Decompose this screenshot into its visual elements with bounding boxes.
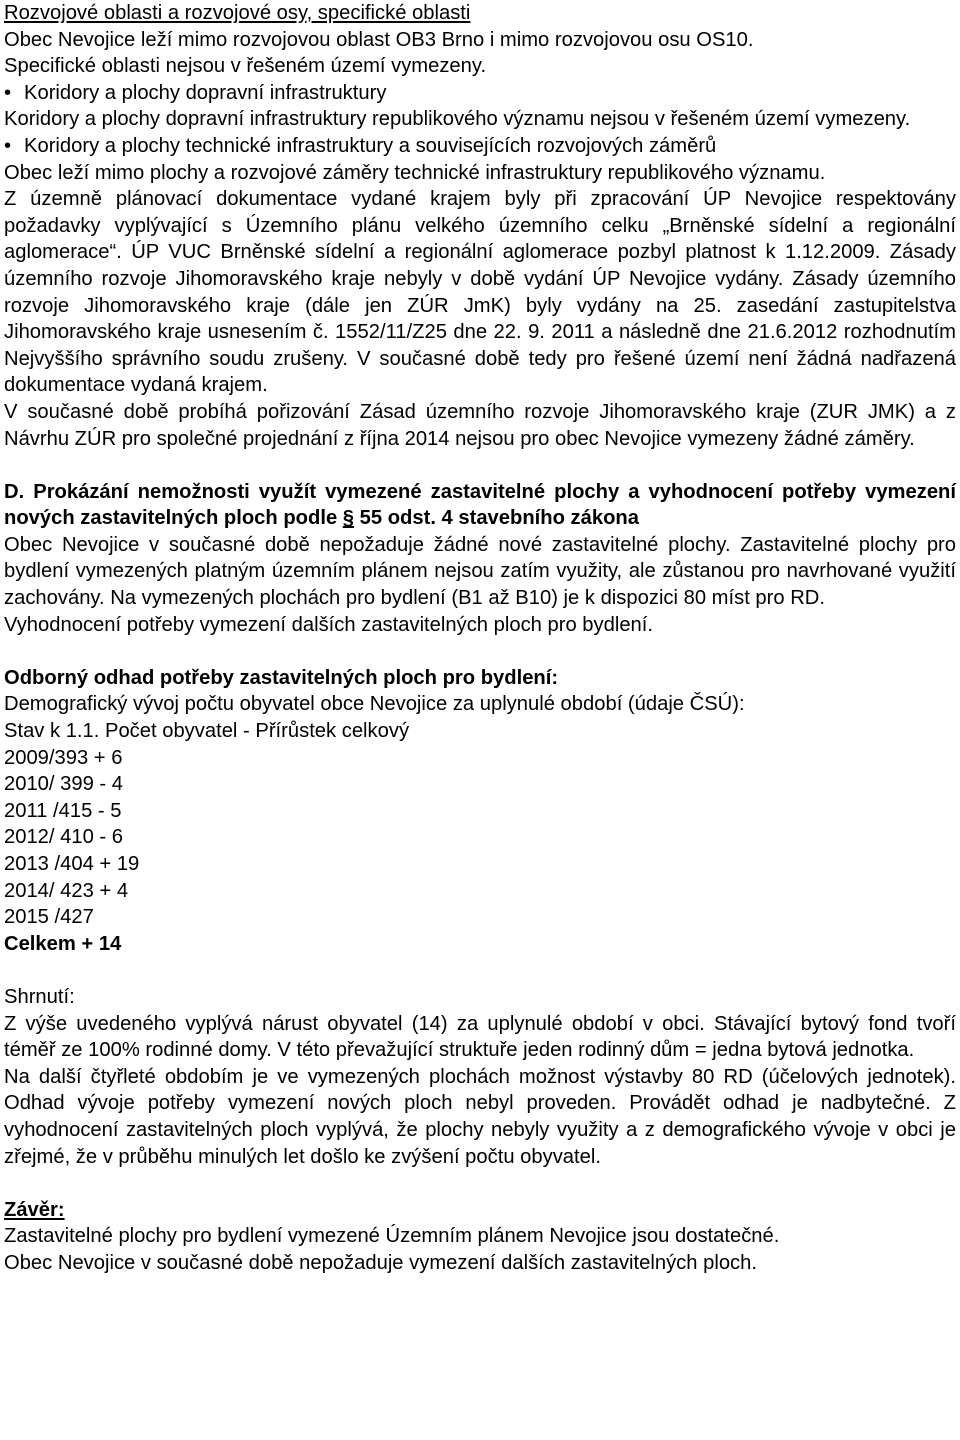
bullet-text: Koridory a plochy dopravní infrastruktury: [24, 81, 387, 104]
list-item: 2014/ 423 + 4: [4, 879, 129, 902]
spacer: [4, 1170, 956, 1197]
paragraph: Zastavitelné plochy pro bydlení vymezené Územním plánem Nevojice jsou dostatečné.: [4, 1225, 780, 1248]
spacer: [4, 638, 956, 665]
bullet-text: Koridory a plochy technické infrastruktury a souvisejících rozvojových záměrů: [24, 134, 717, 157]
total-line: Celkem + 14: [4, 932, 122, 955]
paragraph: Vyhodnocení potřeby vymezení dalších zastavitelných ploch pro bydlení.: [4, 613, 653, 636]
heading-text: D. Prokázání nemožnosti využít vymezené zastavitelné plochy a vyhodnocení potřeby vymezení nových zastavitelných ploch podle: [4, 480, 956, 530]
paragraph: Obec Nevojice v současné době nepožaduje vymezení dalších zastavitelných ploch.: [4, 1251, 757, 1274]
list-item: 2015 /427: [4, 906, 94, 929]
paragraph: Obec Nevojice v současné době nepožaduje žádné nové zastavitelné plochy. Zastavitelné plochy pro bydlení vymezených platným územním plánem nejsou zatím využity, ale zůstanou pro navrhované využití zachovány. Na vymezených plochách pro bydlení (B1 až B10) je k dispozici 80 míst pro RD.: [4, 533, 956, 610]
paragraph: Koridory a plochy dopravní infrastruktury republikového významu nejsou v řešeném území vymezeny.: [4, 108, 911, 131]
spacer: [4, 452, 956, 479]
bullet-item-technicke: [4, 133, 956, 160]
list-item: 2011 /415 - 5: [4, 799, 122, 822]
bullet-icon: •: [4, 134, 12, 157]
shrnuti-label: Shrnutí:: [4, 985, 75, 1008]
paragraph: Z výše uvedeného vyplývá nárust obyvatel (14) za uplynulé období v obci. Stávající bytový fond tvoří téměř ze 100% rodinné domy. V této převažující struktuře jeden rodinný dům = jedna bytová jednotka.: [4, 1012, 956, 1062]
zaver-label: Závěr:: [4, 1198, 65, 1221]
bullet-item-dopravni: [4, 80, 956, 107]
heading-text: 55 odst. 4 stavebního zákona: [354, 507, 639, 530]
list-item: 2010/ 399 - 4: [4, 773, 123, 796]
section-heading-d: [4, 479, 956, 532]
document-page: [4, 0, 956, 1277]
table-header-line: Stav k 1.1. Počet obyvatel - Přírůstek celkový: [4, 720, 410, 743]
paragraph: Obec leží mimo plochy a rozvojové záměry technické infrastruktury republikového významu.: [4, 161, 826, 184]
paragraph: Demografický vývoj počtu obyvatel obce Nevojice za uplynulé období (údaje ČSÚ):: [4, 693, 745, 716]
list-item: 2009/393 + 6: [4, 746, 123, 769]
list-item: 2012/ 410 - 6: [4, 826, 123, 849]
paragraph: Obec Nevojice leží mimo rozvojovou oblast OB3 Brno i mimo rozvojovou osu OS10.: [4, 28, 754, 51]
subheading-odhad: Odborný odhad potřeby zastavitelných ploch pro bydlení:: [4, 666, 559, 689]
list-item: 2013 /404 + 19: [4, 853, 140, 875]
section-symbol: §: [342, 507, 355, 530]
paragraph: Specifické oblasti nejsou v řešeném území vymezeny.: [4, 55, 487, 78]
bullet-icon: •: [4, 81, 12, 104]
section-title-rozvojove-oblasti: Rozvojové oblasti a rozvojové osy, specifické oblasti: [4, 2, 471, 24]
paragraph: Na další čtyřleté obdobím je ve vymezených plochách možnost výstavby 80 RD (účelových jednotek). Odhad vývoje potřeby vymezení nových ploch nebyl proveden. Provádět odhad je nadbytečné. Z vyhodnocení zastavitelných ploch vyplývá, že plochy nebyly využity a z demografického vývoje v obci je zřejmé, že v průběhu minulých let došlo ke zvýšení počtu obyvatel.: [4, 1065, 956, 1168]
paragraph: V současné době probíhá pořizování Zásad územního rozvoje Jihomoravského kraje (ZUR JMK) a z Návrhu ZÚR pro společné projednání z října 2014 nejsou pro obec Nevojice vymezeny žádné záměry.: [4, 400, 956, 450]
spacer: [4, 957, 956, 984]
paragraph: Z územně plánovací dokumentace vydané krajem byly při zpracování ÚP Nevojice respektovány požadavky vyplývající s Územního plánu velkého územního celku „Brněnské sídelní a regionální aglomerace“. ÚP VUC Brněnské sídelní a regionální aglomerace pozbyl platnost k 1.12.2009. Zásady územního rozvoje Jihomoravského kraje nebyly v době vydání ÚP Nevojice vydány. Zásady územního rozvoje Jihomoravského kraje (dále jen ZÚR JmK) byly vydány na 25. zasedání zastupitelstva Jihomoravského kraje usnesením č. 1552/11/Z25 dne 22. 9. 2011 a následně dne 21.6.2012 rozhodnutím Nejvyššího správního soudu zrušeny. V současné době tedy pro řešené území není žádná nadřazená dokumentace vydaná krajem.: [4, 188, 956, 397]
